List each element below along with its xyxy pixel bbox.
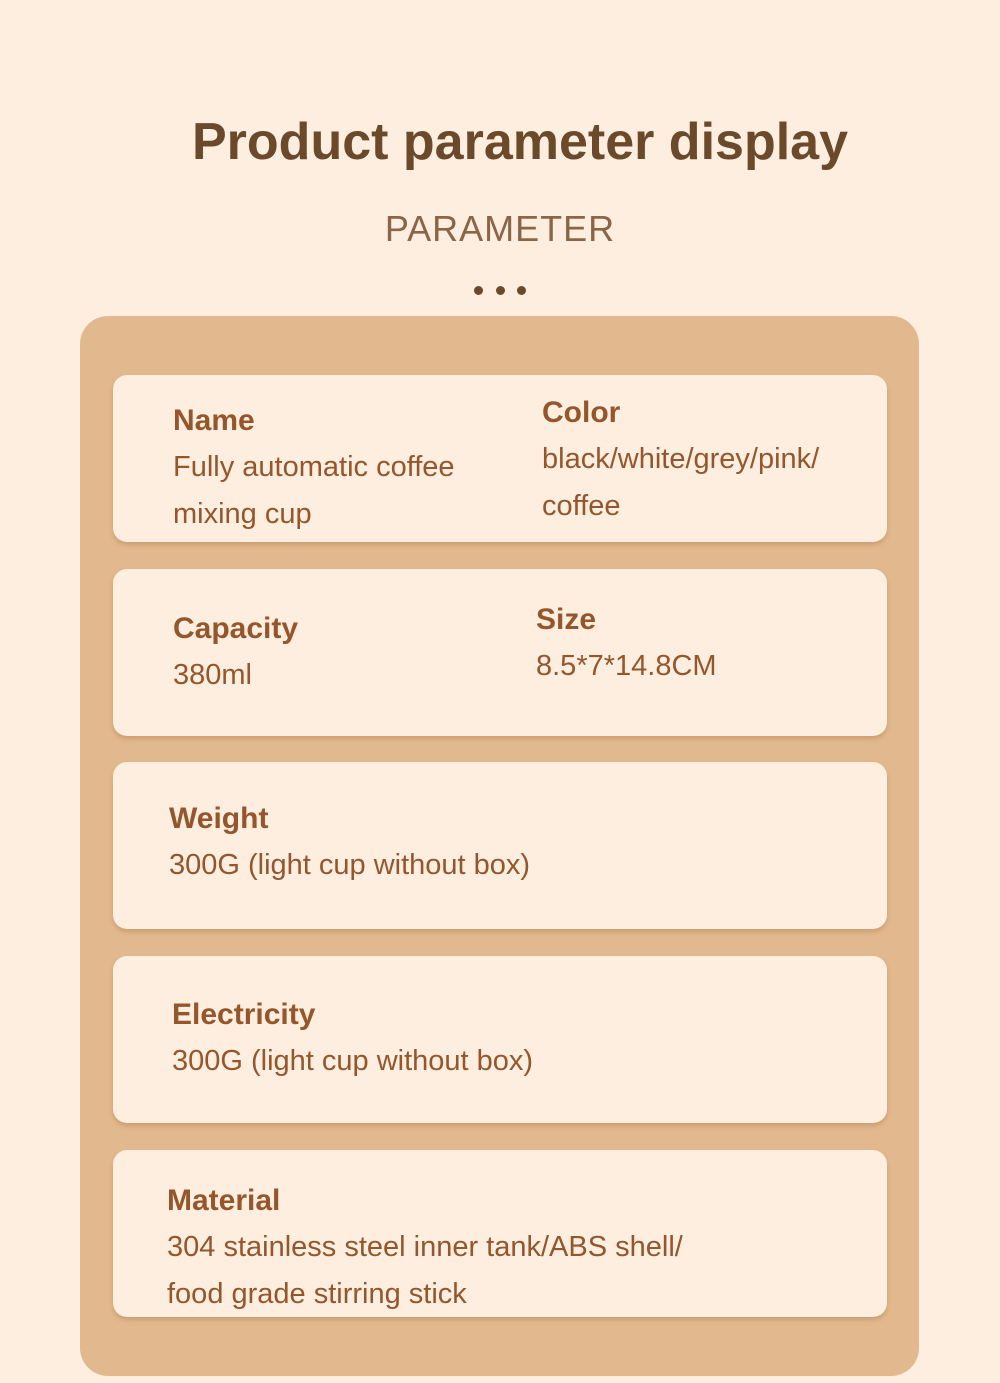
- param-material-value: 304 stainless steel inner tank/ABS shell/ food grade stirring stick: [167, 1231, 683, 1310]
- parameter-card-capacity-size: [113, 569, 887, 736]
- param-color: [542, 390, 819, 530]
- param-electricity: [172, 992, 533, 1085]
- dot-icon: [517, 286, 526, 295]
- param-weight-label: Weight: [169, 802, 269, 835]
- param-weight: [169, 796, 530, 889]
- param-weight-value: 300G (light cup without box): [169, 849, 531, 881]
- parameter-card-name-color: [113, 375, 887, 542]
- param-size-label: Size: [536, 603, 597, 636]
- dot-icon: [474, 286, 483, 295]
- param-size: [536, 597, 717, 690]
- dot-icon: [496, 286, 505, 295]
- param-color-value: black/white/grey/pink/ coffee: [542, 443, 820, 522]
- param-name-label: Name: [173, 404, 255, 437]
- param-electricity-label: Electricity: [172, 998, 316, 1031]
- page-subtitle: PARAMETER: [384, 208, 616, 249]
- page-title: Product parameter display: [192, 113, 848, 171]
- decorative-dots: [474, 286, 526, 296]
- param-capacity-label: Capacity: [173, 612, 299, 645]
- param-size-value: 8.5*7*14.8CM: [536, 650, 717, 682]
- param-name: [173, 398, 455, 538]
- param-capacity: [173, 606, 298, 699]
- parameter-card-weight: [113, 762, 887, 929]
- param-material: [167, 1178, 683, 1318]
- param-color-label: Color: [542, 396, 621, 429]
- param-electricity-value: 300G (light cup without box): [172, 1045, 534, 1077]
- parameter-card-electricity: [113, 956, 887, 1123]
- param-material-label: Material: [167, 1184, 281, 1217]
- param-capacity-value: 380ml: [173, 659, 252, 691]
- parameter-card-material: [113, 1150, 887, 1317]
- param-name-value: Fully automatic coffee mixing cup: [173, 451, 455, 530]
